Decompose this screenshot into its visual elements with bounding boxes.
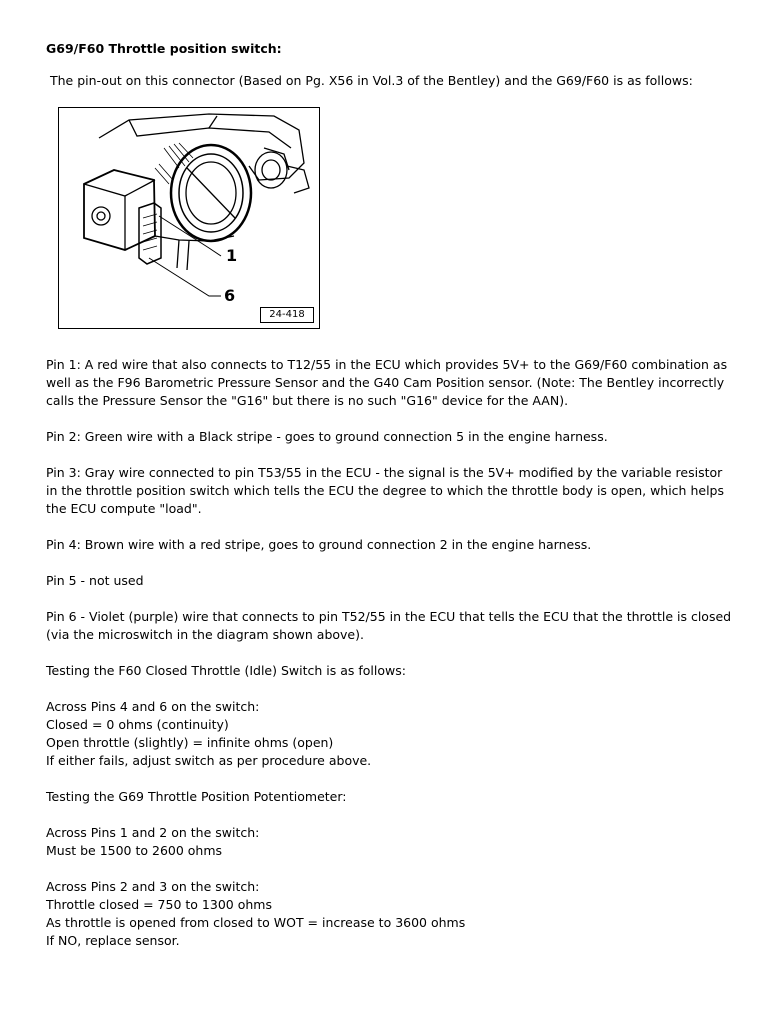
document-page: [46, 40, 736, 968]
intro-paragraph: The pin-out on this connector (Based on Pg. X56 in Vol.3 of the Bentley) and the G69/F60 is as follows:: [50, 73, 693, 88]
g69-test-line: Throttle closed = 750 to 1300 ohms: [46, 897, 272, 912]
f60-test-line: Open throttle (slightly) = infinite ohms (open): [46, 735, 334, 750]
pin-1-description: Pin 1: A red wire that also connects to T12/55 in the ECU which provides 5V+ to the G69/F60 combination as well as the F96 Barometric Pressure Sensor and the G40 Cam Position sensor. (Note: The Bentley incorrectly calls the Pressure Sensor the "G16" but there is no such "G16" device for the AAN).: [46, 357, 728, 408]
pin-2-description: Pin 2: Green wire with a Black stripe - goes to ground connection 5 in the engine harness.: [46, 429, 608, 444]
figure-reference-label: 24-418: [260, 307, 314, 323]
g69-test-line: Across Pins 1 and 2 on the switch:: [46, 825, 260, 840]
g69-test-line: Must be 1500 to 2600 ohms: [46, 843, 223, 858]
pin-4-description: Pin 4: Brown wire with a red stripe, goes to ground connection 2 in the engine harness.: [46, 537, 592, 552]
throttle-body-illustration: [59, 108, 321, 330]
g69-test-line: If NO, replace sensor.: [46, 933, 180, 948]
callout-pin-1: 1: [226, 246, 238, 265]
f60-test-steps: [46, 698, 736, 770]
throttle-body-diagram: [58, 107, 320, 329]
pin-3-description: Pin 3: Gray wire connected to pin T53/55 in the ECU - the signal is the 5V+ modified by the variable resistor in the throttle position switch which tells the ECU the degree to which the throttle body is open, which helps the ECU compute "load".: [46, 465, 724, 516]
g69-test-group-1: [46, 824, 736, 860]
g69-test-heading: Testing the G69 Throttle Position Potentiometer:: [46, 789, 347, 804]
pin-6-description: Pin 6 - Violet (purple) wire that connects to pin T52/55 in the ECU that tells the ECU that the throttle is closed (via the microswitch in the diagram shown above).: [46, 609, 732, 642]
section-title: G69/F60 Throttle position switch:: [46, 41, 282, 56]
callout-pin-6: 6: [224, 286, 236, 305]
pin-5-description: Pin 5 - not used: [46, 573, 144, 588]
g69-test-line: Across Pins 2 and 3 on the switch:: [46, 879, 260, 894]
f60-test-line: If either fails, adjust switch as per procedure above.: [46, 753, 372, 768]
f60-test-heading: Testing the F60 Closed Throttle (Idle) Switch is as follows:: [46, 663, 406, 678]
g69-test-group-2: [46, 878, 736, 950]
f60-test-line: Closed = 0 ohms (continuity): [46, 717, 229, 732]
g69-test-line: As throttle is opened from closed to WOT = increase to 3600 ohms: [46, 915, 466, 930]
f60-test-line: Across Pins 4 and 6 on the switch:: [46, 699, 260, 714]
